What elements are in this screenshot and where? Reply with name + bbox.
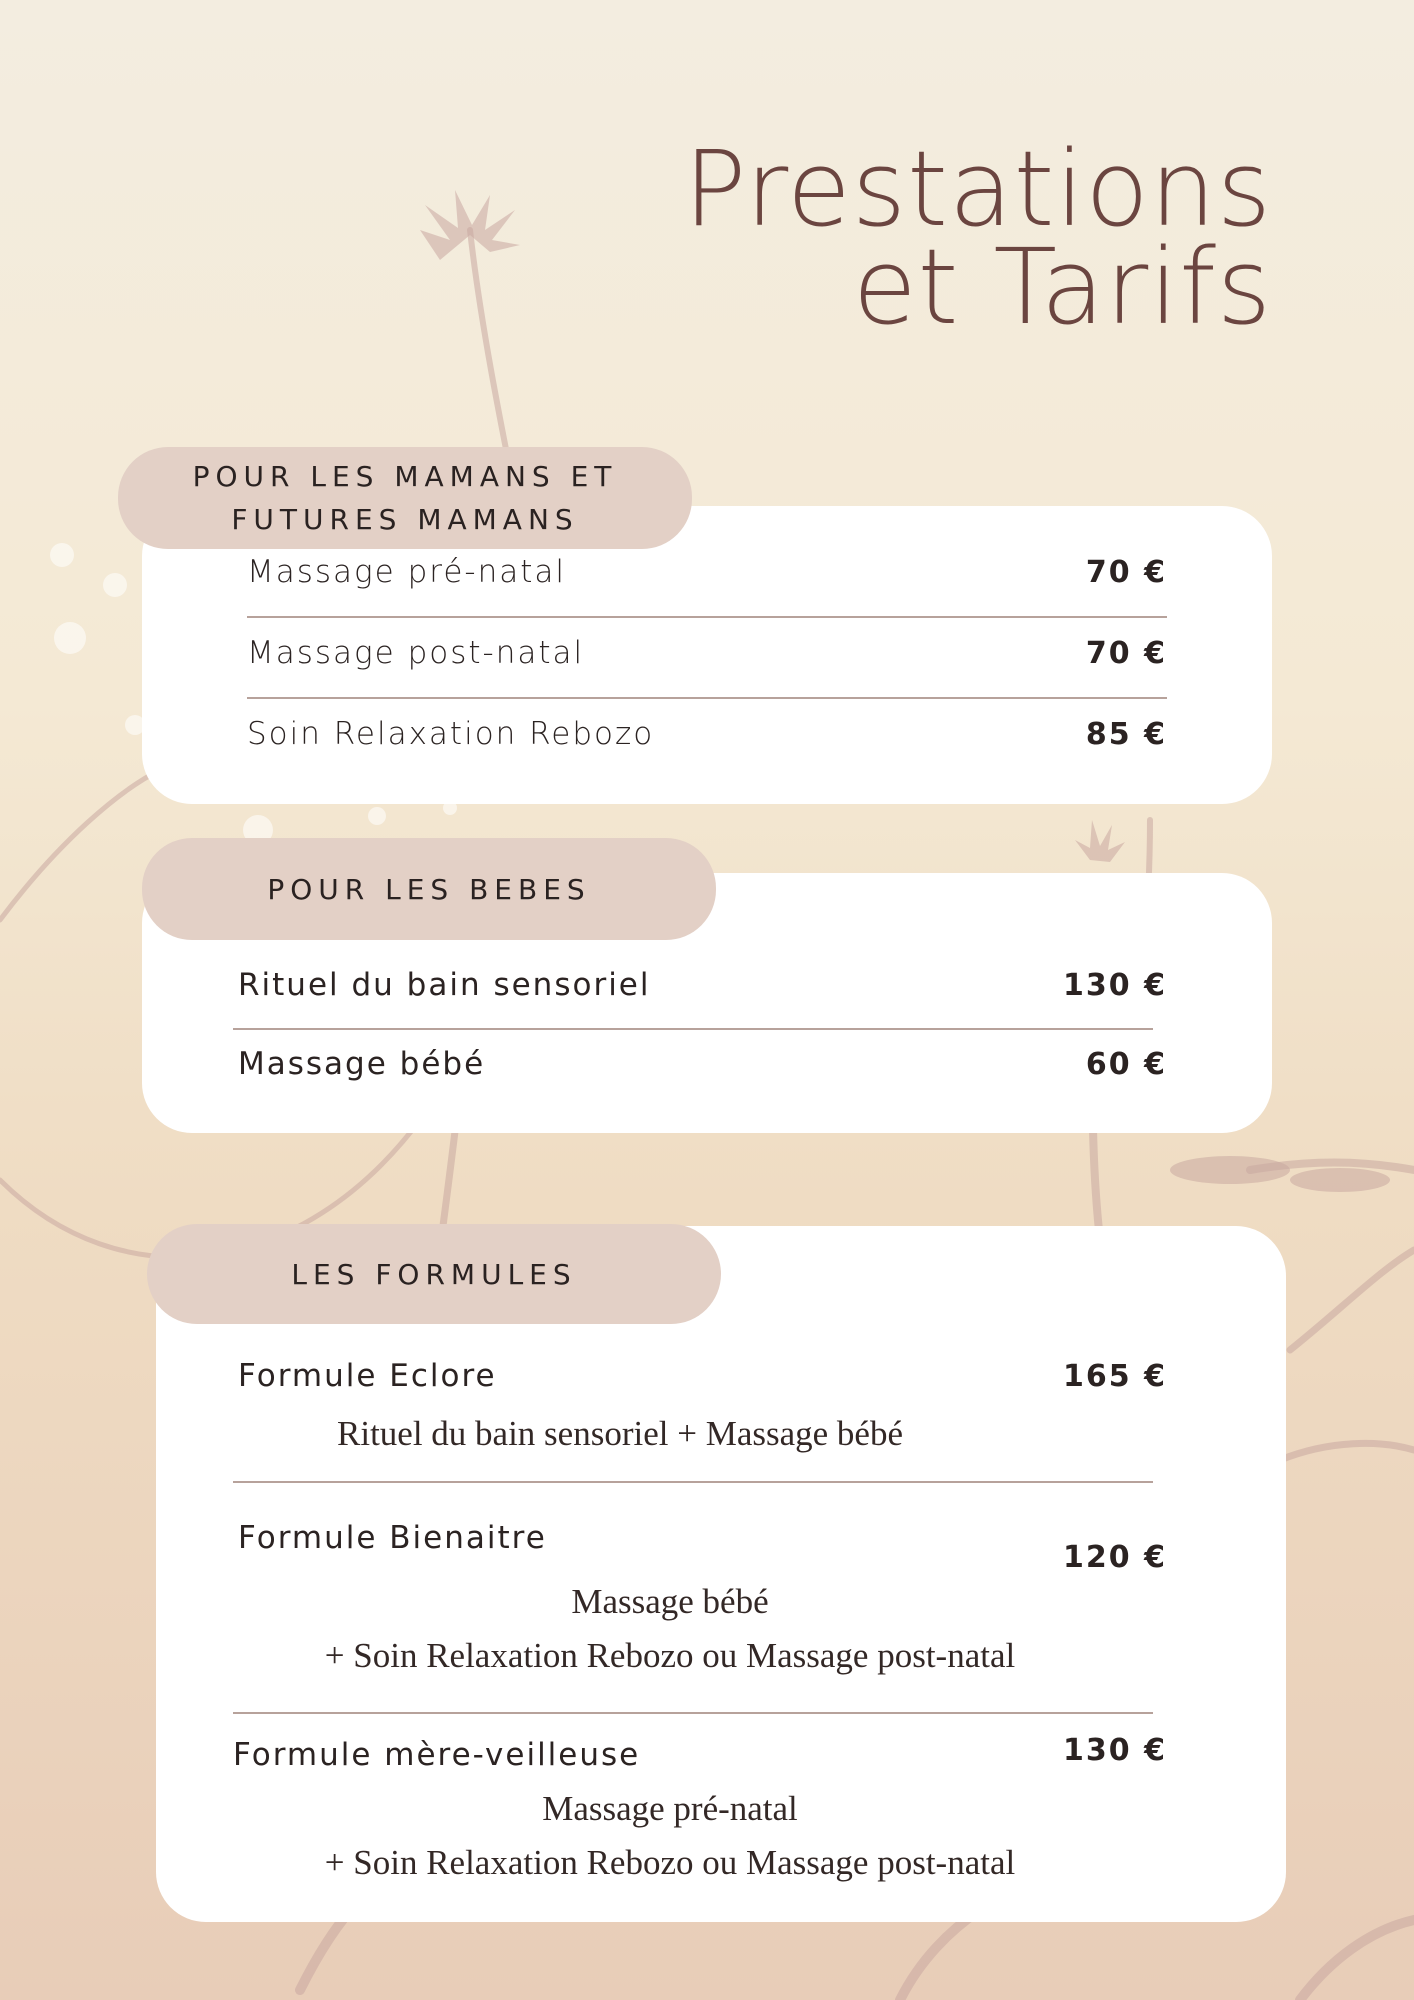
item-price: 165 € (1063, 1359, 1167, 1394)
item-label: Formule Eclore (238, 1358, 497, 1394)
divider (247, 697, 1167, 699)
item-label: Formule mère-veilleuse (233, 1737, 641, 1773)
divider (233, 1028, 1153, 1030)
item-label: Rituel du bain sensoriel (238, 967, 651, 1003)
item-label: Massage bébé (238, 1046, 486, 1082)
item-label: Soin Relaxation Rebozo (247, 716, 655, 752)
title-line-1: Prestations (683, 128, 1272, 250)
list-item (238, 1358, 1167, 1394)
item-description: Massage bébé + Soin Relaxation Rebozo ou Massage post-natal (324, 1582, 1016, 1675)
section-heading-formules: LES FORMULES (147, 1224, 721, 1324)
list-item (247, 716, 1167, 752)
item-description: Rituel du bain sensoriel + Massage bébé (337, 1414, 903, 1453)
item-price: 70 € (1085, 555, 1167, 590)
title-line-2: et Tarifs (852, 226, 1272, 348)
item-price: 130 € (1063, 968, 1167, 1003)
list-item (247, 554, 1167, 590)
item-label: Formule Bienaitre (238, 1520, 547, 1556)
item-price: 130 € (1063, 1733, 1167, 1768)
section-heading-bebes: POUR LES BEBES (142, 838, 716, 940)
list-item (247, 635, 1167, 671)
item-price: 85 € (1085, 717, 1167, 752)
list-item (233, 1733, 1167, 1773)
divider (247, 616, 1167, 618)
item-price: 120 € (1063, 1540, 1167, 1575)
divider (233, 1712, 1153, 1714)
page-title (683, 128, 1272, 348)
item-label: Massage pré-natal (247, 554, 566, 590)
divider (233, 1481, 1153, 1483)
list-item (238, 1520, 1167, 1575)
item-price: 70 € (1085, 636, 1167, 671)
item-label: Massage post-natal (247, 635, 585, 671)
list-item (238, 1046, 1167, 1082)
item-price: 60 € (1085, 1047, 1167, 1082)
item-description: Massage pré-natal + Soin Relaxation Rebozo ou Massage post-natal (324, 1789, 1016, 1882)
list-item (238, 967, 1167, 1003)
section-heading-mamans: POUR LES MAMANS ET FUTURES MAMANS (118, 447, 692, 549)
